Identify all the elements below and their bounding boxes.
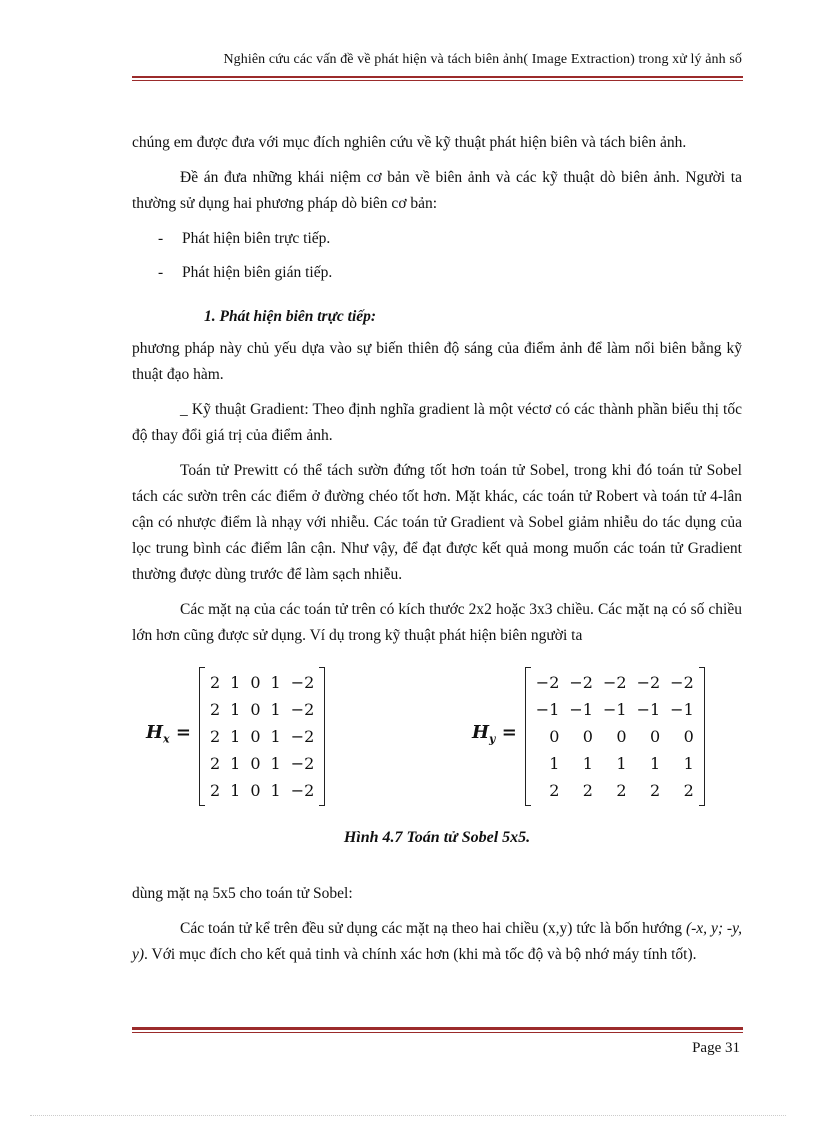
matrix-cell: 0 — [649, 726, 661, 746]
matrix-cell: 2 — [582, 780, 593, 800]
matrix-row — [205, 696, 319, 723]
matrix-cell: 0 — [250, 699, 261, 719]
list-item-text: Phát hiện biên gián tiếp. — [182, 264, 333, 281]
section-heading: 1. Phát hiện biên trực tiếp: — [204, 308, 377, 325]
matrix-cell: 1 — [230, 780, 241, 800]
bullet-dash: - — [158, 230, 164, 247]
matrix-cell: −1 — [535, 699, 560, 719]
matrix-cell: 1 — [230, 672, 241, 692]
matrix-cell: 0 — [549, 726, 560, 746]
matrix-cell: 2 — [209, 726, 221, 746]
matrix-cell: 2 — [209, 699, 221, 719]
paragraph: Toán tử Prewitt có thể tách sườn đứng tốt hơn toán tử Sobel, trong khi đó toán tử Sobel tách các sườn trên các điểm ở đường chéo tốt hơn. Mặt khác, các toán tử Robert và toán tử 4-lân cận có nhược điểm là nhạy với nhiễu. Các toán tử Gradient và Sobel giảm nhiễu do tác dụng của lọc trung bình các điểm lân cận. Như vậy, để đạt được kết quả mong muốn các toán tử Gradient thường được dùng trước để làm sạch nhiễu. — [132, 462, 742, 583]
matrix-cell: 2 — [209, 753, 221, 773]
paragraph: dùng mặt nạ 5x5 cho toán tử Sobel: — [132, 885, 353, 902]
matrix-cell: −1 — [636, 699, 661, 719]
matrix-cell: −2 — [290, 780, 315, 800]
matrix-row — [531, 750, 699, 777]
matrix-cell: −2 — [569, 672, 593, 692]
matrix-cell: 1 — [616, 753, 627, 773]
matrix-cell: −1 — [670, 699, 694, 719]
matrix-row — [531, 723, 699, 750]
matrix-cell: 2 — [209, 780, 221, 800]
matrix-cell: 2 — [683, 780, 694, 800]
matrix-cell: −2 — [290, 672, 315, 692]
document-body — [132, 130, 742, 977]
matrix-cell: 0 — [582, 726, 593, 746]
matrix-row — [205, 669, 319, 696]
matrix-hx-brackets — [199, 667, 325, 806]
bullet-dash: - — [158, 264, 164, 281]
matrix-cell: 0 — [250, 753, 261, 773]
matrix-cell: −2 — [602, 672, 627, 692]
matrix-row — [531, 669, 699, 696]
matrix-cell: 0 — [616, 726, 627, 746]
list-item — [132, 226, 742, 252]
direction-notation: (-x, y; -y, y) — [132, 920, 742, 963]
matrix-cell: 1 — [270, 672, 281, 692]
matrix-cell: 1 — [270, 699, 281, 719]
matrix-cell: −2 — [290, 753, 315, 773]
paragraph: _ Kỹ thuật Gradient: Theo định nghĩa gradient là một véctơ có các thành phần biểu thị tốc độ thay đổi giá trị của điểm ảnh. — [132, 401, 742, 444]
matrix-cell: 1 — [270, 753, 281, 773]
matrix-cell: 1 — [270, 780, 281, 800]
paragraph: chúng em được đưa với mục đích nghiên cứu về kỹ thuật phát hiện biên và tách biên ảnh. — [132, 134, 687, 151]
list-item-text: Phát hiện biên trực tiếp. — [182, 230, 331, 247]
page-header-title: Nghiên cứu các vấn đề về phát hiện và tách biên ảnh( Image Extraction) trong xử lý ảnh số — [223, 52, 742, 67]
matrix-row — [531, 777, 699, 804]
matrix-cell: 1 — [230, 726, 241, 746]
footer-divider — [132, 1027, 743, 1033]
paragraph: Các mặt nạ của các toán tử trên có kích thước 2x2 hoặc 3x3 chiều. Các mặt nạ có số chiều lớn hơn cũng được sử dụng. Ví dụ trong kỹ thuật phát hiện biên người ta — [132, 601, 742, 644]
paragraph: phương pháp này chủ yếu dựa vào sự biến thiên độ sáng của điểm ảnh để làm nổi biên bằng kỹ thuật đạo hàm. — [132, 340, 742, 383]
list-item — [132, 260, 742, 286]
page-edge-dotted-line — [30, 1115, 786, 1116]
matrix-cell: 1 — [683, 753, 694, 773]
matrix-hy-label: $H_y$ = — [472, 722, 517, 746]
matrix-cell: 1 — [549, 753, 560, 773]
matrix-cell: −2 — [290, 699, 315, 719]
matrix-row — [205, 723, 319, 750]
matrix-cell: 1 — [230, 699, 241, 719]
matrix-cell: −2 — [636, 672, 661, 692]
matrix-cell: 1 — [230, 753, 241, 773]
matrix-cell: 2 — [209, 672, 221, 692]
matrix-hy — [472, 667, 705, 806]
matrix-row — [205, 750, 319, 777]
matrix-cell: 0 — [250, 672, 261, 692]
matrix-cell: −1 — [602, 699, 627, 719]
matrix-cell: −2 — [670, 672, 694, 692]
matrix-hx — [146, 667, 325, 806]
matrix-cell: 2 — [549, 780, 560, 800]
matrix-row — [531, 696, 699, 723]
paragraph: Các toán tử kể trên đều sử dụng các mặt nạ theo hai chiều (x,y) tức là bốn hướng (-x, y; -y, y). Với mục đích cho kết quả tinh và chính xác hơn (khi mà tốc độ và bộ nhớ máy tính tốt). — [132, 920, 742, 963]
matrix-cell: 2 — [649, 780, 661, 800]
matrix-cell: 0 — [250, 726, 261, 746]
matrix-hy-brackets — [525, 667, 705, 806]
page-number: Page 31 — [692, 1040, 740, 1056]
matrix-cell: 1 — [649, 753, 661, 773]
matrix-row — [205, 777, 319, 804]
matrix-hx-grid — [205, 669, 319, 804]
matrix-cell: −1 — [569, 699, 593, 719]
figure-caption: Hình 4.7 Toán tử Sobel 5x5. — [343, 829, 531, 846]
matrix-cell: −2 — [535, 672, 560, 692]
header-divider — [132, 76, 743, 81]
sobel-matrices — [132, 667, 742, 817]
paragraph: Đề án đưa những khái niệm cơ bản về biên ảnh và các kỹ thuật dò biên ảnh. Người ta thường sử dụng hai phương pháp dò biên cơ bản: — [132, 169, 742, 212]
matrix-cell: 0 — [250, 780, 261, 800]
matrix-cell: 1 — [582, 753, 593, 773]
matrix-hy-grid — [531, 669, 699, 804]
matrix-cell: 1 — [270, 726, 281, 746]
matrix-hx-label: $H_x$ = — [146, 722, 191, 746]
matrix-cell: 2 — [616, 780, 627, 800]
matrix-cell: 0 — [683, 726, 694, 746]
matrix-cell: −2 — [290, 726, 315, 746]
